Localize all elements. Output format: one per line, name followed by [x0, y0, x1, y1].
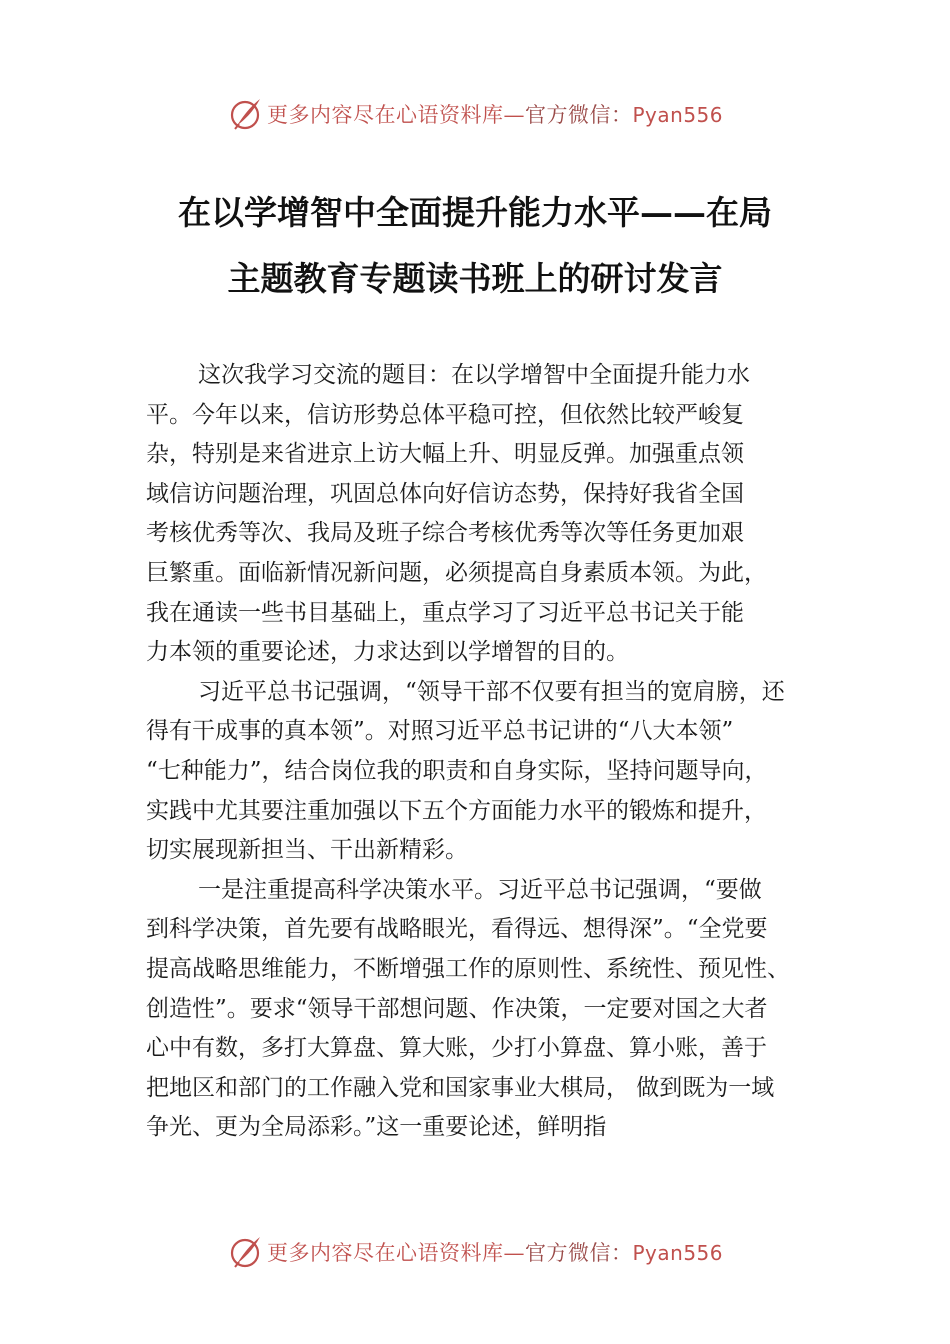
- body-line: 创造性”。要求“领导干部想问题、作决策，一定要对国之大者: [146, 995, 768, 1022]
- banner-label: 官方微信：: [524, 103, 633, 127]
- body-line: 考核优秀等次、我局及班子综合考核优秀等次等任务更加艰: [146, 520, 744, 547]
- body-line: 平。今年以来，信访形势总体平稳可控，但依然比较严峻复: [146, 401, 744, 428]
- footer-banner: [0, 1234, 950, 1270]
- body-line: 习近平总书记强调，“领导干部不仅要有担当的宽肩膀，还: [198, 678, 785, 705]
- banner-text: [267, 99, 723, 129]
- banner-main: 更多内容尽在心语资料库: [266, 1241, 504, 1265]
- body-line: 切实展现新担当、干出新精彩。: [146, 837, 468, 864]
- body-line: 一是注重提高科学决策水平。习近平总书记强调，“要做: [198, 876, 762, 903]
- body-line: 我在通读一些书目基础上，重点学习了习近平总书记关于能: [146, 599, 744, 626]
- banner-contact: Pyan556: [632, 1241, 723, 1265]
- body-line: 把地区和部门的工作融入党和国家事业大棋局， 做到既为一域: [146, 1074, 775, 1101]
- document-body: [146, 356, 846, 1148]
- body-line: “七种能力”，结合岗位我的职责和自身实际，坚持问题导向，: [146, 757, 768, 784]
- body-line: 巨繁重。面临新情况新问题，必须提高自身素质本领。为此，: [146, 559, 767, 586]
- body-line: 实践中尤其要注重加强以下五个方面能力水平的锻炼和提升，: [146, 797, 767, 824]
- quill-pen-circle-icon: [227, 1234, 263, 1270]
- banner-contact: Pyan556: [632, 103, 723, 127]
- body-line: 心中有数，多打大算盘、算大账，少打小算盘、算小账，善于: [146, 1035, 767, 1062]
- body-line: 争光、更为全局添彩。”这一重要论述，鲜明指: [146, 1114, 607, 1141]
- banner-main: 更多内容尽在心语资料库: [266, 103, 504, 127]
- document-title: [0, 180, 950, 312]
- banner-dash: —: [503, 103, 525, 127]
- body-line: 得有干成事的真本领”。对照习近平总书记讲的“八大本领”: [146, 718, 734, 745]
- banner-dash: —: [503, 1241, 525, 1265]
- banner-label: 官方微信：: [524, 1241, 633, 1265]
- title-line-2: 主题教育专题读书班上的研讨发言: [227, 259, 723, 298]
- body-line: 域信访问题治理，巩固总体向好信访态势，保持好我省全国: [146, 480, 744, 507]
- title-line-1: 在以学增智中全面提升能力水平——在局: [178, 193, 772, 232]
- body-line: 杂，特别是来省进京上访大幅上升、明显反弹。加强重点领: [146, 441, 744, 468]
- banner-text: [267, 1237, 723, 1267]
- body-line: 这次我学习交流的题目：在以学增智中全面提升能力水: [198, 362, 750, 388]
- quill-pen-circle-icon: [227, 96, 263, 132]
- body-line: 力本领的重要论述，力求达到以学增智的目的。: [146, 639, 629, 666]
- body-line: 提高战略思维能力，不断增强工作的原则性、系统性、预见性、: [146, 955, 790, 982]
- header-banner: [0, 96, 950, 132]
- body-line: 到科学决策，首先要有战略眼光，看得远、想得深”。“全党要: [146, 916, 768, 943]
